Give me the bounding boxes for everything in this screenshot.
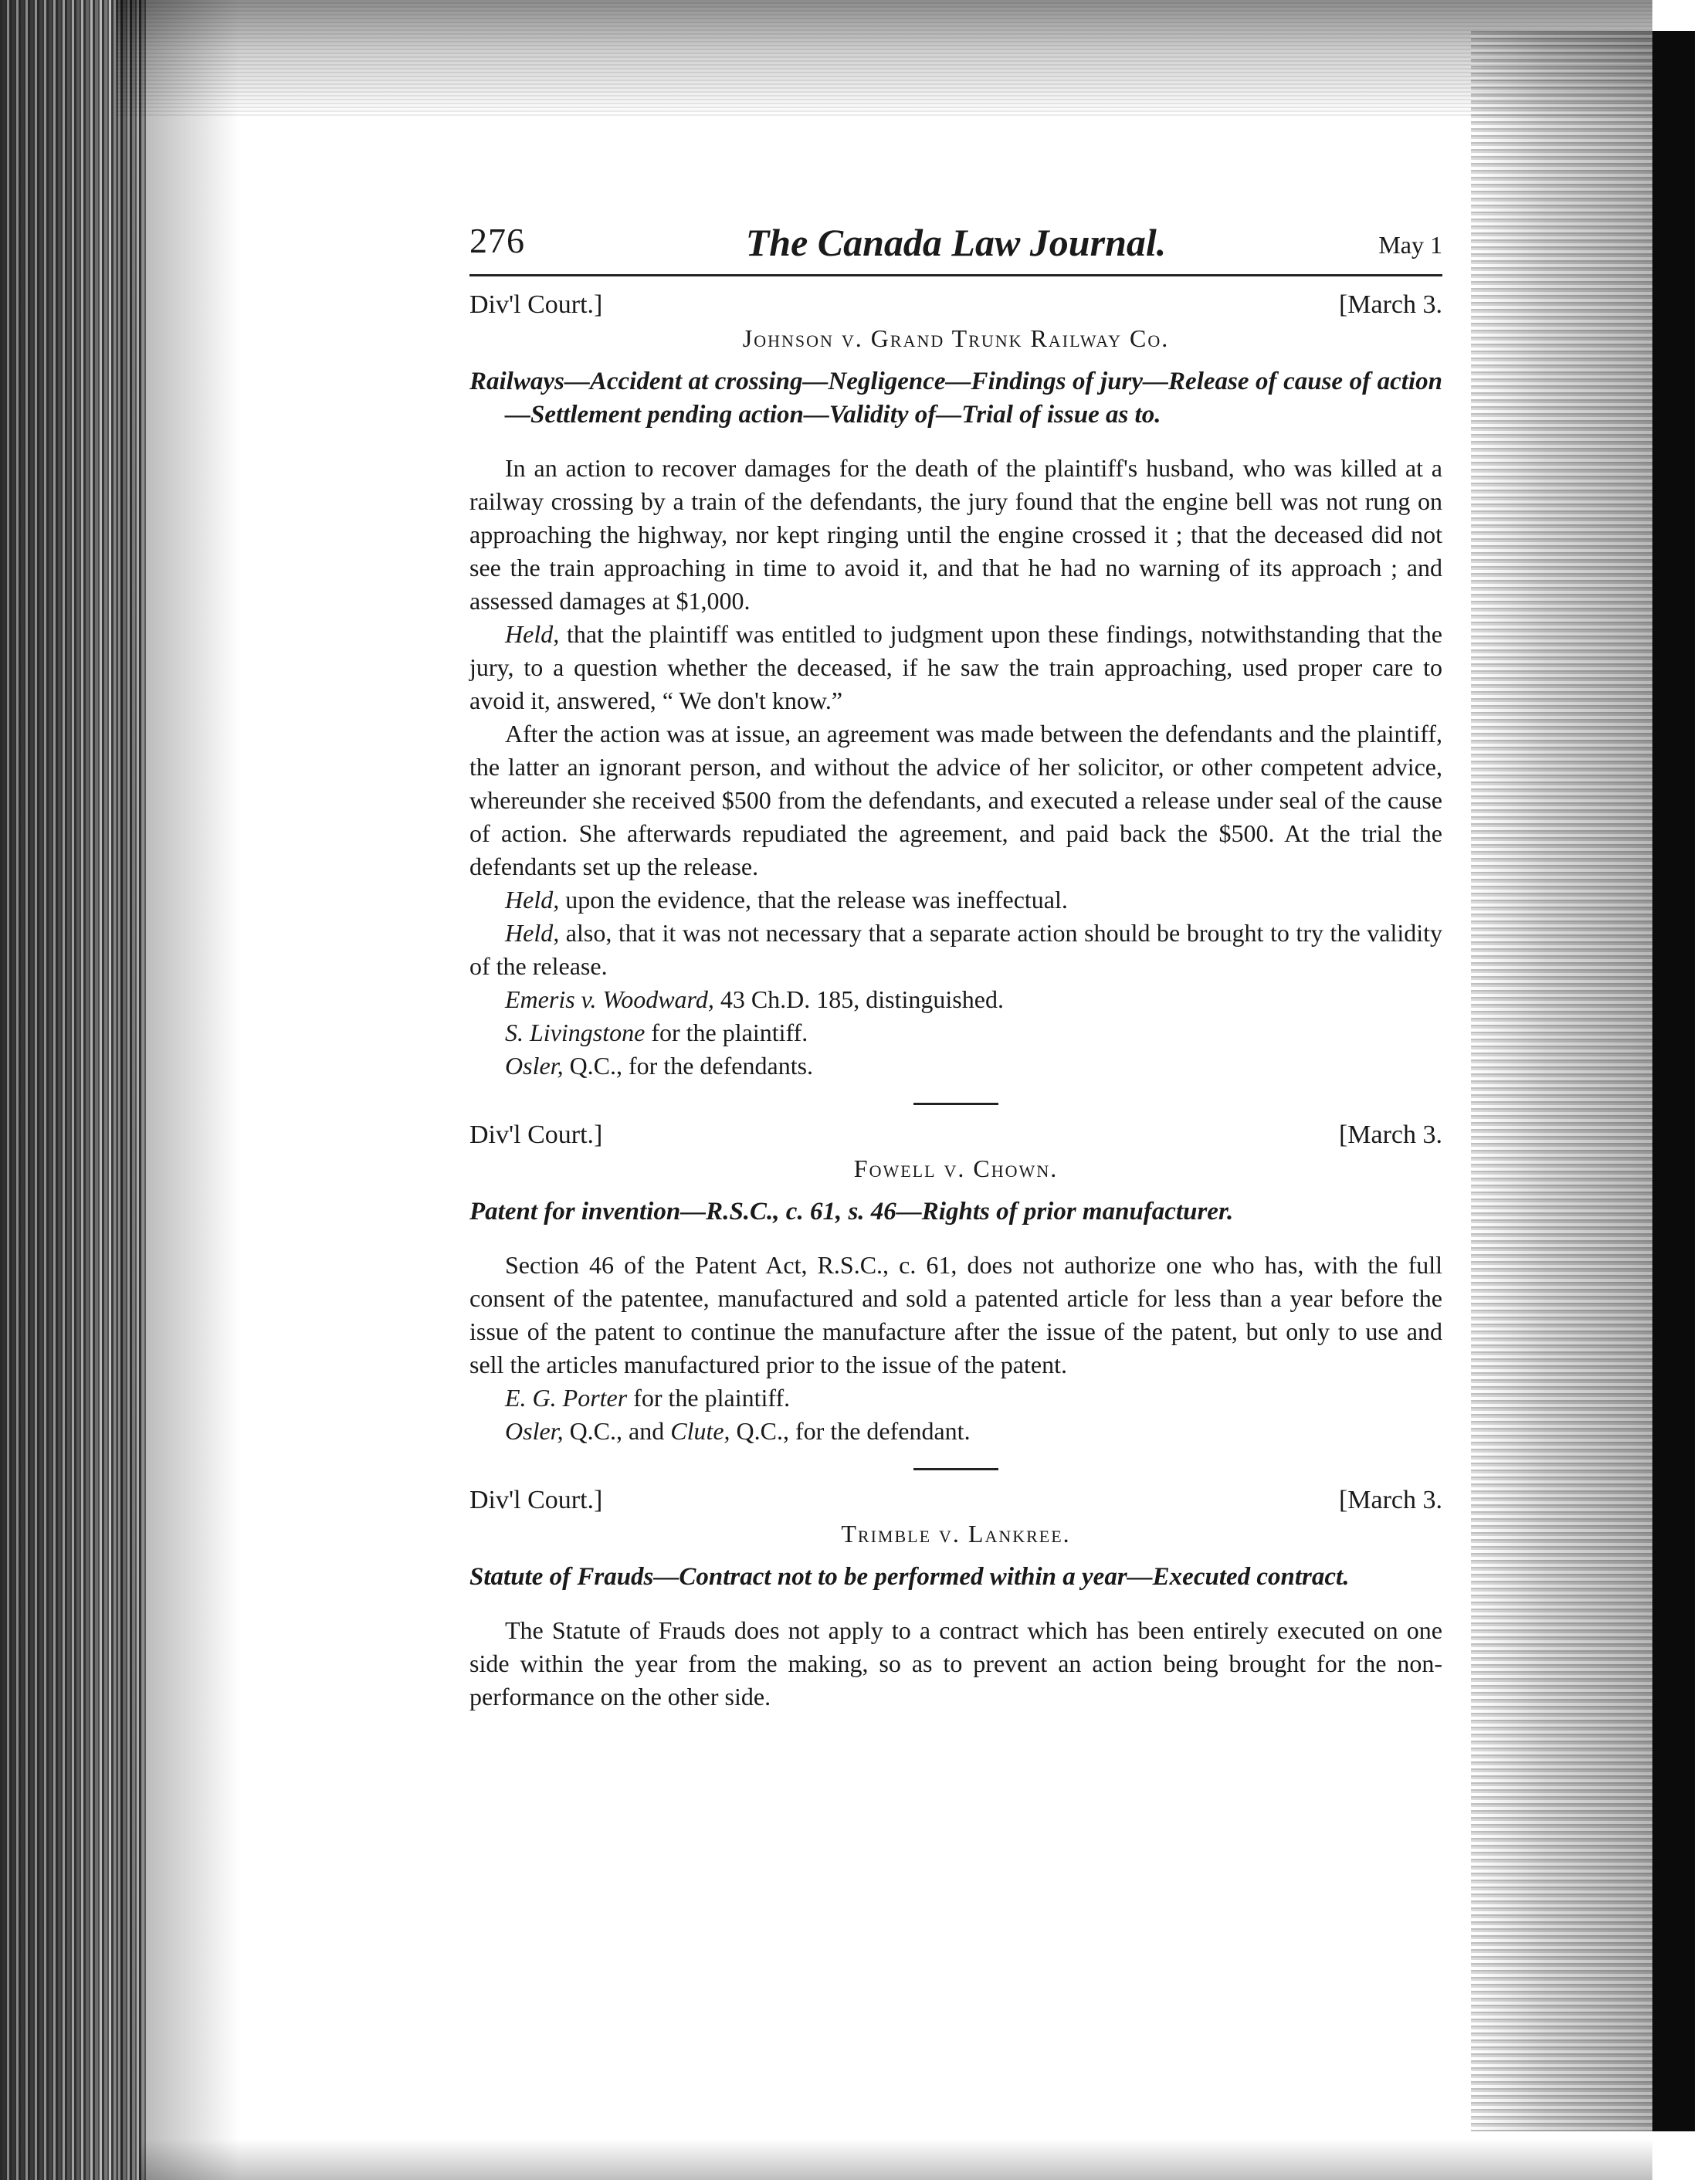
court-line (469, 1121, 1442, 1154)
case-paragraph: The Statute of Frauds does not apply to a contract which has been entirely executed on one side within the year from the making, so as to prevent an action being brought for the non-performance on the other side. (469, 1616, 1442, 1710)
case-headnote: Patent for invention—R.S.C., c. 61, s. 46—Rights of prior manufacturer. (469, 1198, 1234, 1226)
scan-edge-bottom (139, 2139, 1652, 2180)
counsel-line: Osler, Q.C., and Clute, Q.C., for the defendant. (505, 1417, 971, 1445)
scan-edge-top (116, 0, 1652, 116)
journal-title: The Canada Law Journal. (745, 221, 1167, 264)
case-headnote: Railways—Accident at crossing—Negligence—Findings of jury—Release of cause of action—Settlement pending action—Validity of—Trial of issue as to. (469, 368, 1442, 429)
case-date: [March 3. (1338, 290, 1442, 319)
court-label: Div'l Court.] (469, 1486, 603, 1514)
scan-edge-right-bar (1652, 31, 1695, 2131)
section-divider (913, 1468, 998, 1470)
counsel-line: S. Livingstone for the plaintiff. (505, 1019, 808, 1046)
case-johnson (469, 290, 1442, 1083)
scan-edge-right (1471, 31, 1656, 2131)
counsel-line: Osler, Q.C., for the defendants. (505, 1052, 814, 1080)
court-label: Div'l Court.] (469, 1121, 603, 1149)
running-head (469, 220, 1442, 276)
court-line (469, 290, 1442, 324)
case-fowell (469, 1121, 1442, 1448)
case-paragraph: After the action was at issue, an agreement was made between the defendants and the plaintiff, the latter an ignorant person, and without the advice of her solicitor, or other competent advice, whereunder she received $500 from the defendants, and executed a release under seal of the cause of action. She afterwards repudiated the agreement, and paid back the $500. At the trial the defendants set up the release. (469, 720, 1442, 880)
case-title: Fowell v. Chown. (853, 1154, 1059, 1182)
cited-case: Emeris v. Woodward, 43 Ch.D. 185, distinguished. (505, 985, 1004, 1013)
case-title: Johnson v. Grand Trunk Railway Co. (742, 324, 1170, 352)
section-divider (913, 1103, 998, 1105)
case-date: [March 3. (1338, 1486, 1442, 1514)
page-number: 276 (469, 221, 525, 260)
case-paragraph: Section 46 of the Patent Act, R.S.C., c. 61, does not authorize one who has, with the full consent of the patentee, manufactured and sold a patented article for less than a year before the issue of the patent to continue the manufacture after the issue of the patent, but only to use and sell the articles manufactured prior to the issue of the patent. (469, 1251, 1442, 1378)
case-paragraph: Held, also, that it was not necessary that a separate action should be brought to try the validity of the release. (469, 919, 1442, 980)
case-headnote: Statute of Frauds—Contract not to be performed within a year—Executed contract. (469, 1563, 1350, 1591)
counsel-line: E. G. Porter for the plaintiff. (505, 1384, 791, 1412)
issue-date: May 1 (1378, 231, 1442, 259)
case-paragraph: Held, that the plaintiff was entitled to judgment upon these findings, notwithstanding that the jury, to a question whether the deceased, if he saw the train approaching, used proper care to avoid it, answered, “ We don't know.” (469, 620, 1442, 714)
case-title: Trimble v. Lankree. (841, 1520, 1071, 1548)
scan-edge-left-shadow (116, 0, 239, 2180)
case-trimble (469, 1486, 1442, 1714)
journal-page (469, 220, 1442, 1714)
case-paragraph: In an action to recover damages for the death of the plaintiff's husband, who was killed at a railway crossing by a train of the defendants, the jury found that the engine bell was not rung on approaching the highway, nor kept ringing until the engine crossed it ; that the deceased did not see the train approaching in time to avoid it, and that he had no warning of its approach ; and assessed damages at $1,000. (469, 454, 1442, 615)
case-date: [March 3. (1338, 1121, 1442, 1149)
case-paragraph: Held, upon the evidence, that the release was ineffectual. (505, 886, 1068, 914)
court-label: Div'l Court.] (469, 290, 603, 319)
court-line (469, 1486, 1442, 1520)
